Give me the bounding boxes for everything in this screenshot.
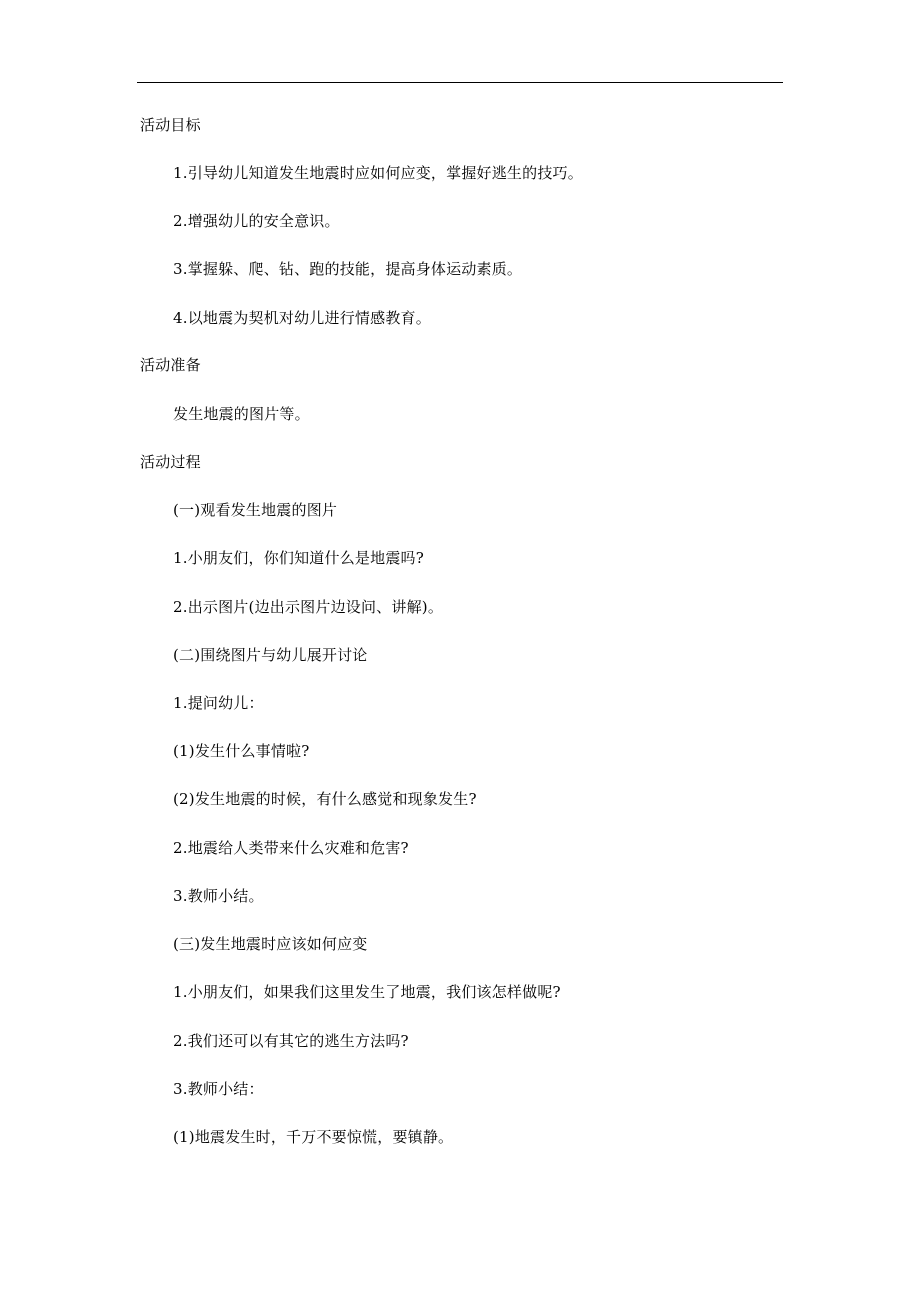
subsection-heading: (二)围绕图片与幼儿展开讨论 — [173, 646, 368, 664]
paragraph-line: 2.地震给人类带来什么灾难和危害? — [173, 839, 409, 857]
paragraph-line: (2)发生地震的时候，有什么感觉和现象发生? — [173, 790, 477, 808]
section-heading-goals: 活动目标 — [140, 116, 201, 134]
paragraph-line: 1.小朋友们，你们知道什么是地震吗? — [173, 549, 424, 567]
subsection-heading: (一)观看发生地震的图片 — [173, 501, 338, 519]
section-heading-process: 活动过程 — [140, 453, 201, 471]
subsection-heading: (三)发生地震时应该如何应变 — [173, 935, 368, 953]
paragraph-line: 2.我们还可以有其它的逃生方法吗? — [173, 1032, 409, 1050]
paragraph-line: (1)发生什么事情啦? — [173, 742, 310, 760]
paragraph-line: 1.引导幼儿知道发生地震时应如何应变，掌握好逃生的技巧。 — [173, 164, 583, 182]
paragraph-line: 发生地震的图片等。 — [173, 405, 310, 423]
paragraph-line: 1.小朋友们，如果我们这里发生了地震，我们该怎样做呢? — [173, 983, 561, 1001]
paragraph-line: 3.教师小结。 — [173, 887, 264, 905]
paragraph-line: (1)地震发生时，千万不要惊慌，要镇静。 — [173, 1128, 454, 1146]
section-heading-preparation: 活动准备 — [140, 356, 201, 374]
paragraph-line: 2.增强幼儿的安全意识。 — [173, 212, 340, 230]
paragraph-line: 2.出示图片(边出示图片边设问、讲解)。 — [173, 598, 444, 616]
paragraph-line: 3.掌握躲、爬、钻、跑的技能，提高身体运动素质。 — [173, 260, 523, 278]
paragraph-line: 4.以地震为契机对幼儿进行情感教育。 — [173, 309, 431, 327]
paragraph-line: 3.教师小结： — [173, 1080, 264, 1098]
paragraph-line: 1.提问幼儿： — [173, 694, 264, 712]
